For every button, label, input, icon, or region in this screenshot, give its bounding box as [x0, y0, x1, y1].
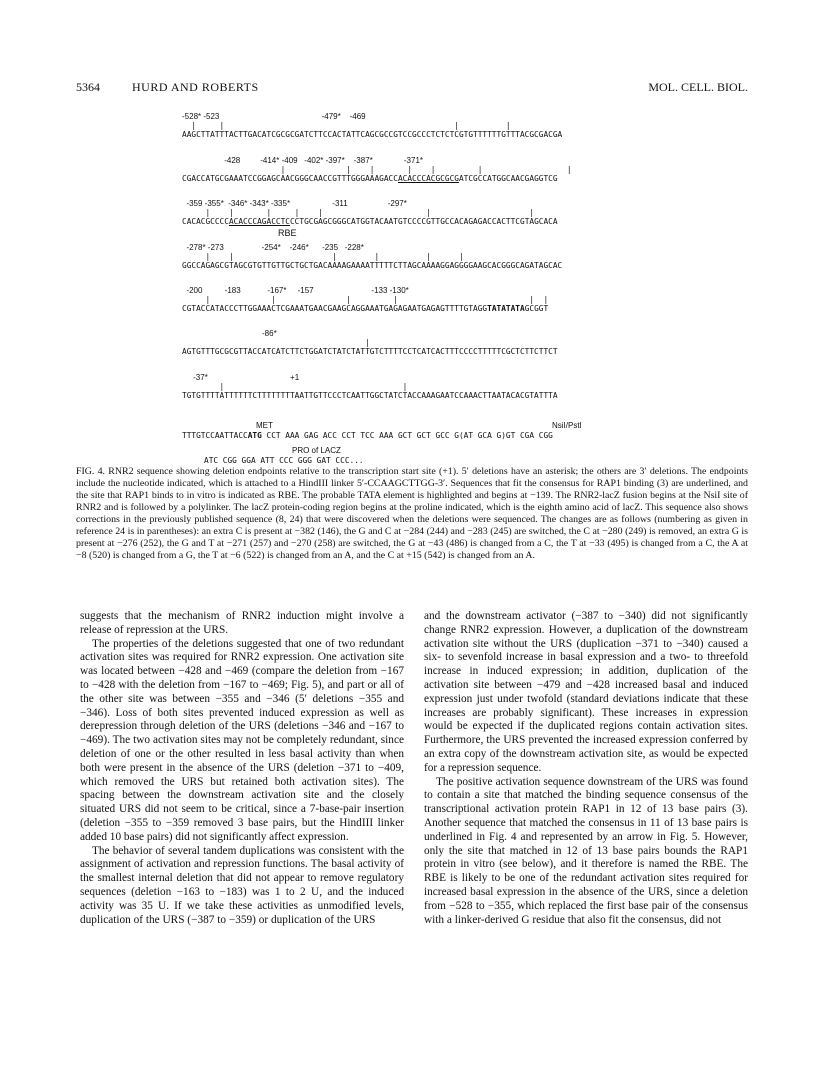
- sequence-segment: CCTGCGAGCGGGCATGGTACAATGTCCCCGTTGCCACAGAGACCACTTCGTAGCACA: [289, 217, 558, 226]
- sequence-row8: [182, 431, 553, 441]
- sequence-figure: [182, 112, 782, 465]
- position-labels-row6: -86*: [182, 329, 277, 338]
- sequence-segment: CCT AAA GAG ACC CCT TCC AAA GCT GCT GCC G(AT GCA G)GT CGA CGG: [261, 431, 553, 440]
- page-header: [76, 80, 748, 96]
- position-labels-row4: -278* -273 -254* -246* -235 -228*: [182, 243, 364, 252]
- position-ticks-row3: | | | | | | |: [182, 208, 535, 217]
- start-codon: ATG: [247, 431, 262, 440]
- rbe-label: RBE: [278, 228, 297, 238]
- position-labels-row1: -528* -523 -479* -469: [182, 112, 366, 121]
- position-labels-row3: -359 -355* -346* -343* -335* -311 -297*: [182, 199, 407, 208]
- pro-lacz-label: PRO of LACZ: [292, 446, 341, 455]
- position-labels-row2: -428 -414* -409 -402* -397* -387* -371*: [182, 156, 424, 165]
- figure-caption: FIG. 4. RNR2 sequence showing deletion endpoints relative to the transcription start site (+1). 5′ deletions have an asterisk; the others are 3′ deletions. The endpoints include the nucleotide indicated, which is attached to a HindIII linker 5′-CCAAGCTTGG-3′. Sequences that fit the consensus for RAP1 binding (3) are underlined, and the site that RAP1 binds to in vitro is indicated as RBE. The probable TATA element is highlighted and begins at −139. The RNR2-lacZ fusion begins at the NsiI site of RNR2 and is followed by a polylinker. The lacZ protein-coding region begins at the proline indicated, which is the eighth amino acid of lacZ. This sequence also shows corrections in the previously published sequence (8, 24) that were discovered when the deletions were sequenced. The changes are as follows (numbering as given in reference 24 is in parentheses): an extra C is present at −382 (146), the G and C at −284 (244) and −283 (245) are switched, the C at −280 (249) is removed, an extra G is present at −276 (252), the G and T at −271 (257) and −270 (258) are switched, the G at −43 (486) is changed from a C, the T at −33 (495) is changed from a C, the A at −8 (520) is changed from a G, the T at −6 (522) is changed from an A, and the C at +15 (542) is changed from an A.: [76, 466, 748, 561]
- position-ticks-row1: | | | |: [182, 121, 511, 130]
- nsi-pst-label: NsiI/PstI: [552, 421, 582, 430]
- sequence-segment: TTTGTCCAATTACC: [182, 431, 248, 440]
- sequence-row9: ATC CGG GGA ATT CCC GGG GAT CCC...: [204, 456, 364, 465]
- sequence-segment: GCGGT: [524, 304, 549, 313]
- sequence-segment: CGTACCATACCCTTGGAAACTCGAAATGAACGAAGCAGGAAATGAGAGAATGAGAGTTTTGTAGG: [182, 304, 488, 313]
- sequence-segment: CGACCATGCGAAATCCGGAGCAACGGGCAACCGTTTGGGAAAGACC: [182, 174, 398, 183]
- position-ticks-row5: | | | | | |: [182, 295, 549, 304]
- paragraph: The positive activation sequence downstream of the URS was found to contain a site that matched the binding sequence consensus of the transcriptional activation protein RAP1 in 12 of 13 base pairs (3). Another sequence that matched the consensus in 11 of 13 base pairs is underlined in Fig. 4 and represented by an arrow in Fig. 5. However, only the site that matched in 12 of 13 base pairs bounds the RAP1 protein in vitro (see below), and it therefore is named the RBE. The RBE is likely to be one of the redundant activation sites required for increased basal expression in the absence of the URS, since a deletion from −528 to −355, which replaced the first base pair of the consensus with a linker-derived G residue that also fit the consensus, did not: [424, 775, 748, 926]
- right-column: [424, 610, 748, 927]
- tata-element: TATATATA: [487, 304, 525, 313]
- running-authors: HURD AND ROBERTS: [132, 80, 259, 94]
- position-ticks-row4: | | | | | |: [182, 252, 464, 261]
- position-labels-row5: -200 -183 -167* -157 -133 -130*: [182, 286, 409, 295]
- sequence-segment: CACACGCCCC: [182, 217, 229, 226]
- rbe-underline: ACACCCAGACCTC: [228, 217, 290, 226]
- page-number: 5364: [76, 80, 100, 94]
- sequence-segment: ATCGCCATGGCAACGAGGTCG: [458, 174, 558, 183]
- journal-name: MOL. CELL. BIOL.: [648, 80, 748, 94]
- position-labels-row7: -37* +1: [182, 373, 300, 382]
- sequence-row3: [182, 217, 558, 227]
- sequence-row1: AAGCTTATTTACTTGACATCGCGCGATCTTCCACTATTCAGCGCCGTCCGCCCTCTCTCGTGTTTTTTGTTTACGCGACGA: [182, 130, 563, 139]
- position-ticks-row6: |: [182, 338, 370, 347]
- left-column: [80, 610, 404, 927]
- sequence-row6: AGTGTTTGCGCGTTACCATCATCTTCTGGATCTATCTATTGTCTTTTCCTCATCACTTTCCCCTTTTTCGCTCTTCTTCT: [182, 347, 558, 356]
- paragraph: The behavior of several tandem duplications was consistent with the assignment of activation and repression functions. The basal activity of the smallest internal deletion that did not appear to remove regulatory sequences (deletion −163 to −183) was 1 to 2 U, and the induced activity was 35 U. If we take these activities as unmodified levels, duplication of the URS (−387 to −359) or duplication of the URS: [80, 844, 404, 926]
- sequence-row7: TGTGTTTTATTTTTTCTTTTTTTTAATTGTTCCCTCAATTGGCTATCTACCAAAGAATCCAAACTTAATACACGTATTTA: [182, 391, 558, 400]
- sequence-row2: [182, 174, 558, 184]
- paragraph: and the downstream activator (−387 to −340) did not significantly change RNR2 expression. However, a duplication of the downstream activation site without the URS (duplication −371 to −340) caused a six- to sevenfold increase in basal expression and a two- to threefold increase in induced expression; in addition, duplication of the activation site between −479 and −428 increased basal and induced expression just under twofold (standard deviations indicate that these increases are probably significant). These increases in expression would be expected if the duplicated regions contain activation sites. Furthermore, the URS prevented the increased expression conferred by an extra copy of the downstream activation site, as would be expected for a repression sequence.: [424, 610, 748, 774]
- sequence-row5: [182, 304, 548, 314]
- paragraph: The properties of the deletions suggested that one of two redundant activation sites was required for RNR2 expression. One activation site was located between −428 and −469 (compare the deletion from −167 to −428 with the deletion from −167 to −469; Fig. 5), and part or all of the other site was between −355 and −346 (5′ deletions −355 and −346). Loss of both sites prevented induced expression as well as derepression through deletion of the URS (deletions −346 and −167 to −469). The two activation sites may not be completely redundant, since deletion of one or the other resulted in less basal activity than when both were present in the absence of the URS (deletion −371 to −409, which removed the URS but retained both activation sites). The spacing between the downstream activation site and the closely situated URS did not seem to be critical, since a 7-base-pair insertion (deletion −355 to −359 removed 3 base pairs, but the HindIII linker added 10 base pairs) did not significantly affect expression.: [80, 637, 404, 843]
- sequence-row4: GGCCAGAGCGTAGCGTGTTGTTGCTGCTGACAAAAGAAAATTTTTCTTAGCAAAAGGAGGGGAAGCACGGGCAGATAGCAC: [182, 261, 563, 270]
- paragraph: suggests that the mechanism of RNR2 induction might involve a release of repression at the URS.: [80, 610, 404, 636]
- position-ticks-row7: | |: [182, 382, 408, 391]
- position-ticks-row2: | | | | | | |: [182, 165, 572, 174]
- rap1-consensus-underline: ACACCCACGCGCG: [397, 174, 459, 183]
- met-label: MET: [256, 421, 273, 430]
